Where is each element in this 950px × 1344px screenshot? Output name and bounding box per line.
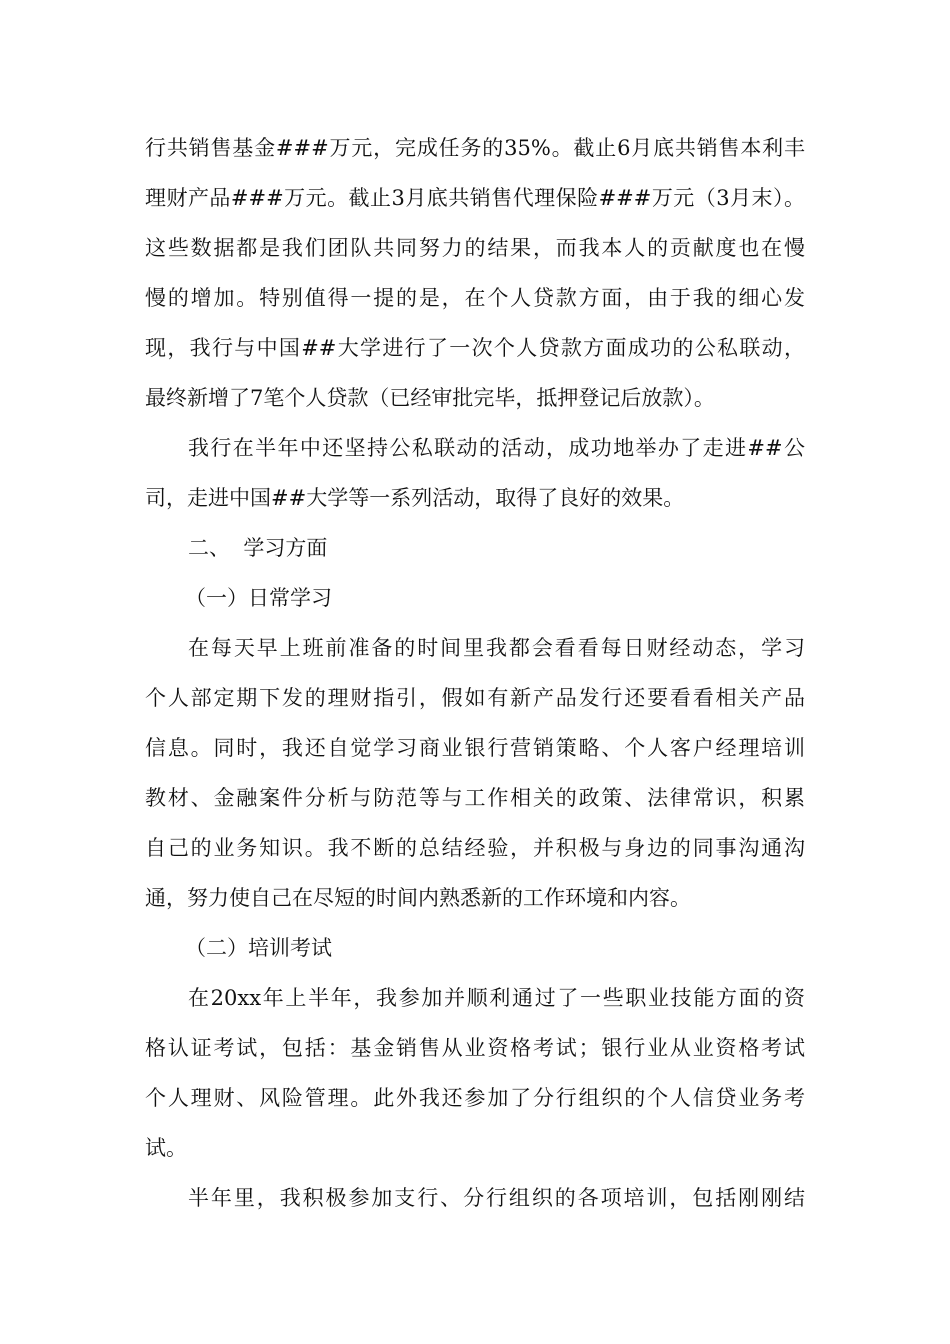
body-text-line: 个人理财、风险管理。此外我还参加了分行组织的个人信贷业务考	[145, 1086, 805, 1110]
body-text-line: 司，走进中国##大学等一系列活动，取得了良好的效果。	[145, 486, 685, 510]
body-text-line: 个人部定期下发的理财指引，假如有新产品发行还要看看相关产品	[145, 686, 805, 710]
subsection-heading: （一）日常学习	[185, 586, 332, 610]
body-text-line: 这些数据都是我们团队共同努力的结果，而我本人的贡献度也在慢	[145, 236, 805, 260]
body-text-line: 最终新增了7笔个人贷款（已经审批完毕，抵押登记后放款）。	[145, 386, 715, 410]
paragraph-first-line: 半年里，我积极参加支行、分行组织的各项培训，包括刚刚结	[188, 1186, 805, 1210]
body-text-line: 现，我行与中国##大学进行了一次个人贷款方面成功的公私联动，	[145, 336, 805, 360]
body-text-line: 格认证考试，包括：基金销售从业资格考试；银行业从业资格考试	[145, 1036, 805, 1060]
paragraph-first-line: 在每天早上班前准备的时间里我都会看看每日财经动态，学习	[188, 636, 805, 660]
body-text-line: 通，努力使自己在尽短的时间内熟悉新的工作环境和内容。	[145, 886, 691, 910]
body-text-line: 慢的增加。特别值得一提的是，在个人贷款方面，由于我的细心发	[145, 286, 805, 310]
section-heading: 二、 学习方面	[188, 536, 328, 560]
body-text-line: 理财产品###万元。截止3月底共销售代理保险###万元（3月末）。	[145, 186, 805, 210]
paragraph-first-line: 在20xx年上半年，我参加并顺利通过了一些职业技能方面的资	[188, 986, 805, 1010]
body-text-line: 信息。同时，我还自觉学习商业银行营销策略、个人客户经理培训	[145, 736, 805, 760]
body-text-line: 试。	[145, 1136, 187, 1160]
subsection-heading: （二）培训考试	[185, 936, 332, 960]
body-text-line: 自己的业务知识。我不断的总结经验，并积极与身边的同事沟通沟	[145, 836, 805, 860]
body-text-line: 教材、金融案件分析与防范等与工作相关的政策、法律常识，积累	[145, 786, 805, 810]
paragraph-first-line: 我行在半年中还坚持公私联动的活动，成功地举办了走进##公	[188, 436, 805, 460]
body-text-line: 行共销售基金###万元，完成任务的35%。截止6月底共销售本利丰	[145, 136, 805, 160]
